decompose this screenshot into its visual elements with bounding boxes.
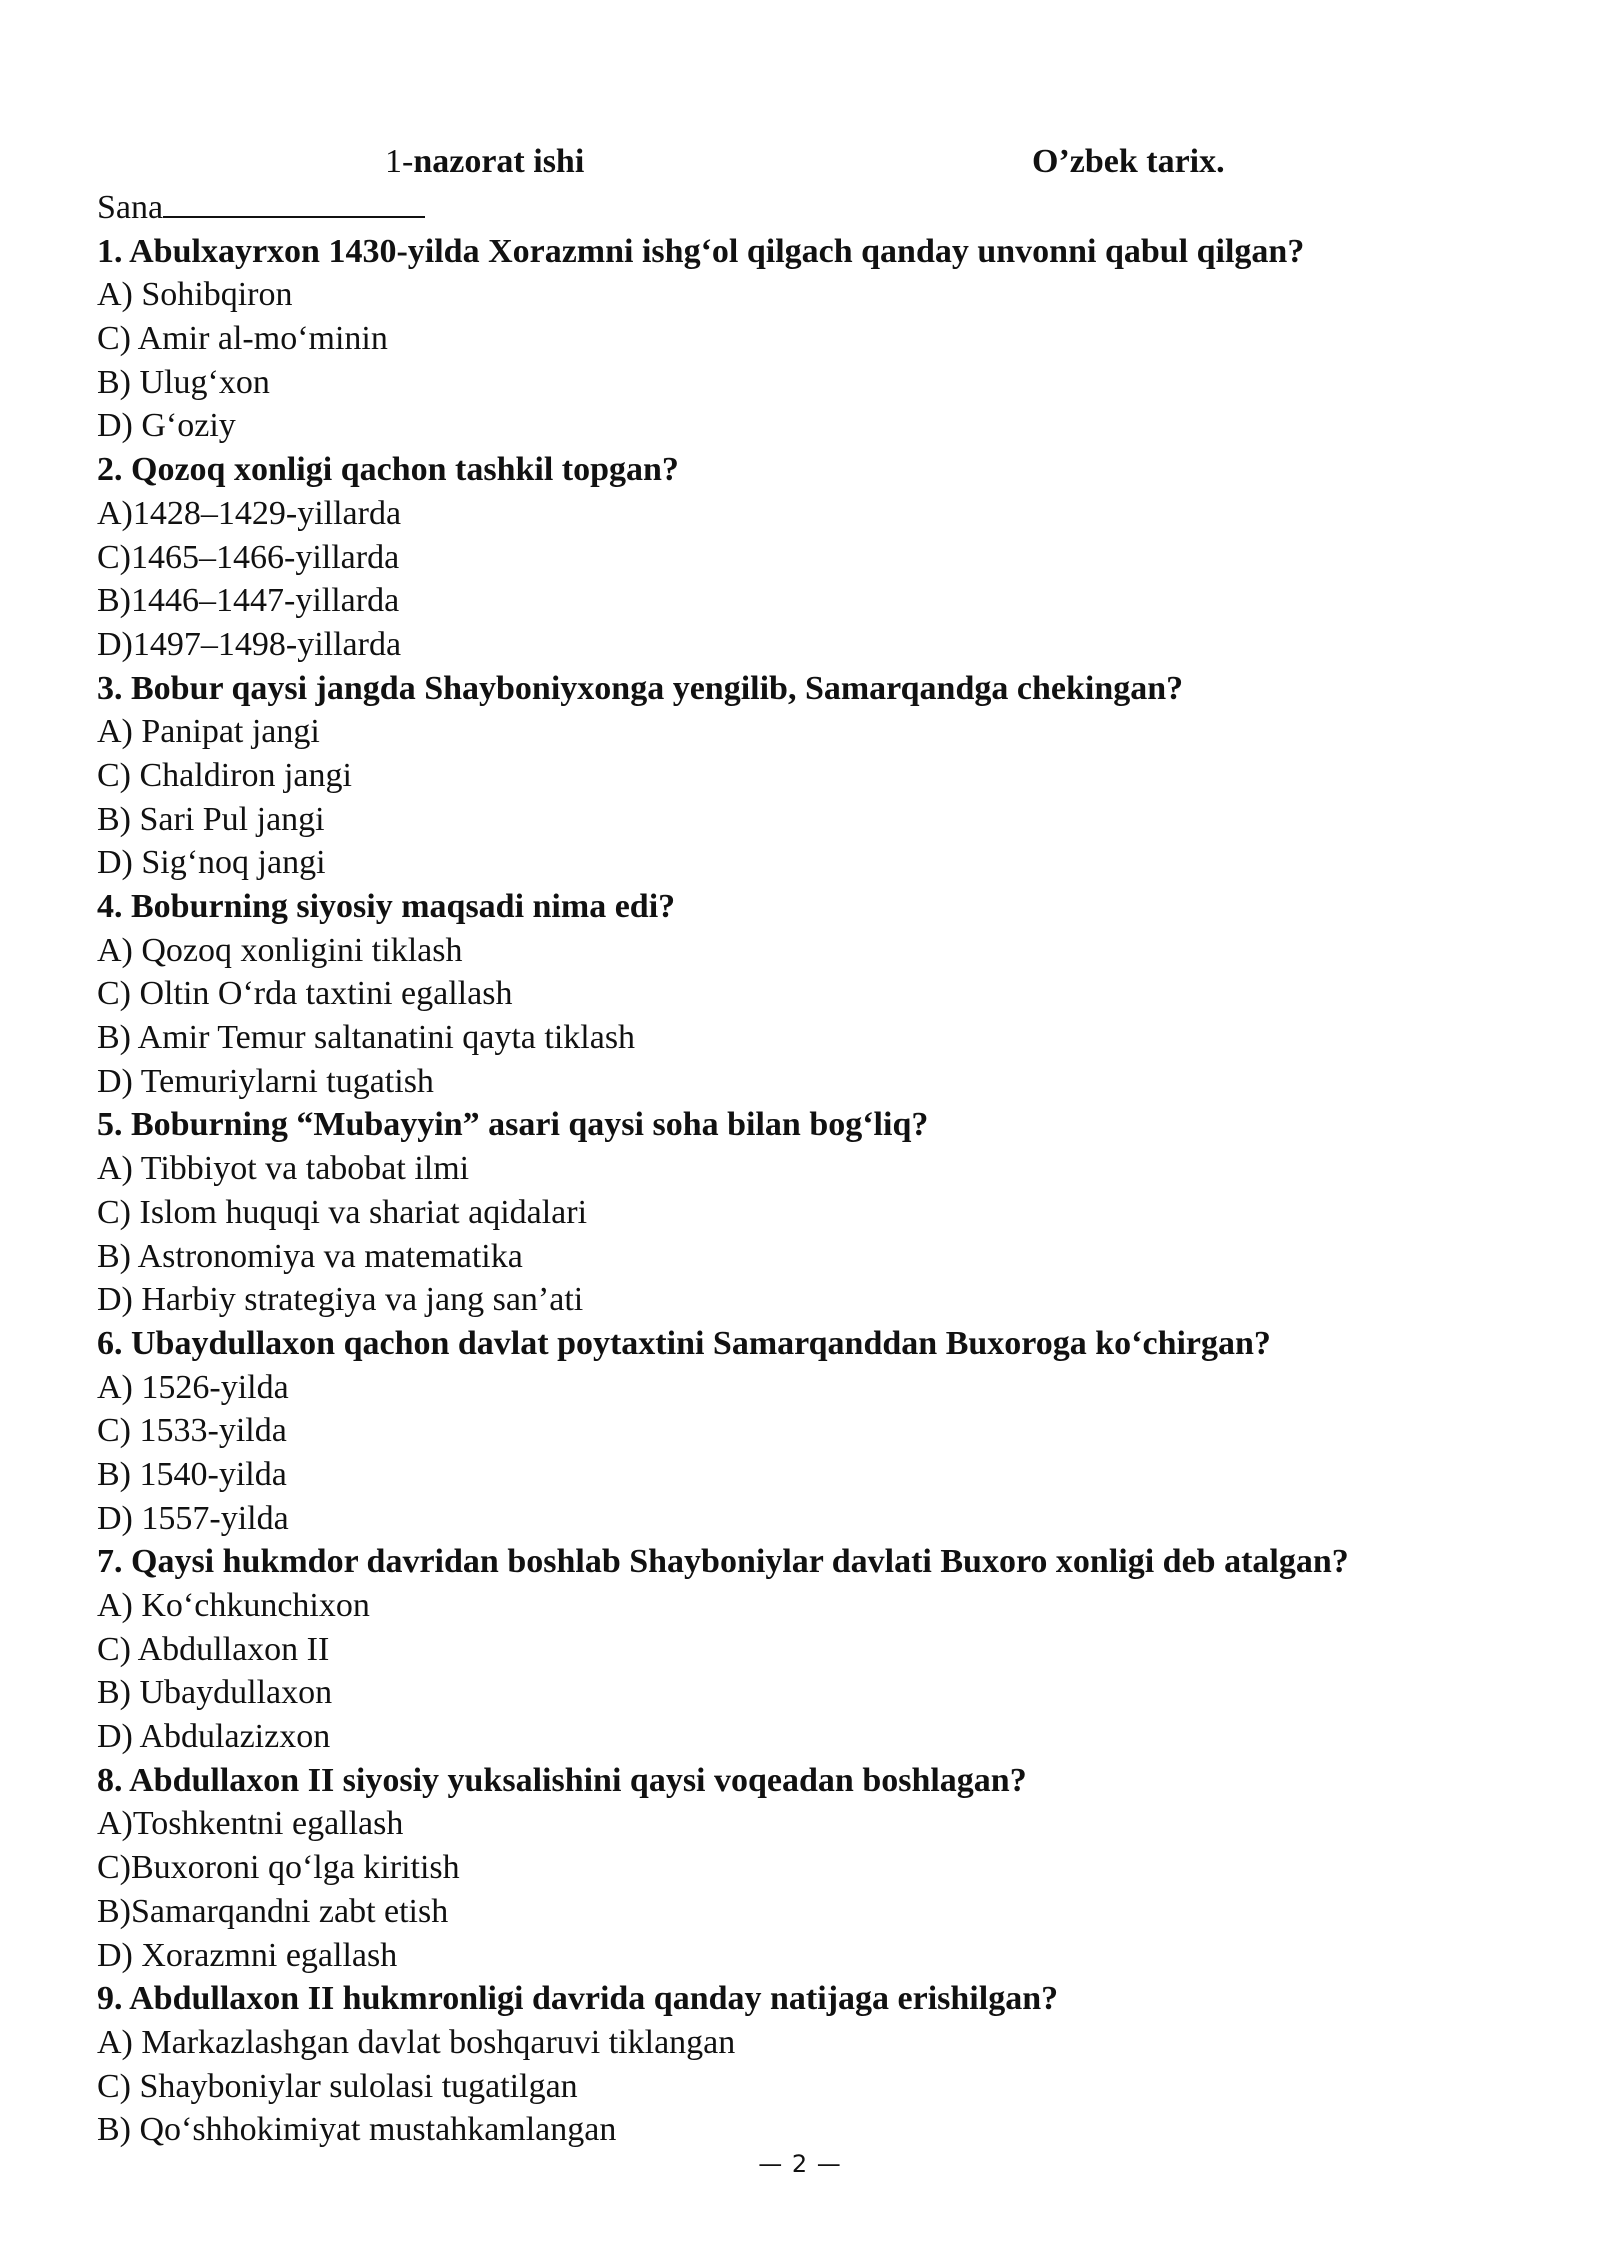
option-2a[interactable]: A)1428–1429-yillarda [97, 494, 402, 532]
option-5a[interactable]: A) Tibbiyot va tabobat ilmi [97, 1150, 470, 1188]
option-2c[interactable]: C)1465–1466-yillarda [97, 538, 400, 576]
question-list [97, 186, 1557, 2152]
option-4c[interactable]: C) Oltin O‘rda taxtini egallash [97, 975, 513, 1013]
option-7b[interactable]: B) Ubaydullaxon [97, 1674, 333, 1712]
option-9c[interactable]: C) Shayboniylar sulolasi tugatilgan [97, 2067, 578, 2105]
option-2d[interactable]: D)1497–1498-yillarda [97, 625, 402, 663]
option-2b[interactable]: B)1446–1447-yillarda [97, 582, 400, 620]
option-1c[interactable]: C) Amir al-mo‘minin [97, 320, 388, 358]
option-5d[interactable]: D) Harbiy strategiya va jang san’ati [97, 1281, 584, 1319]
option-3a[interactable]: A) Panipat jangi [97, 713, 320, 751]
option-4b[interactable]: B) Amir Temur saltanatini qayta tiklash [97, 1019, 636, 1057]
option-8c[interactable]: C)Buxoroni qo‘lga kiritish [97, 1849, 460, 1887]
question-4: 4. Boburning siyosiy maqsadi nima edi? [97, 888, 676, 925]
option-6d[interactable]: D) 1557-yilda [97, 1499, 289, 1537]
question-5: 5. Boburning “Mubayyin” asari qaysi soha bilan bog‘liq? [97, 1106, 929, 1144]
option-6a[interactable]: A) 1526-yilda [97, 1368, 289, 1406]
test-title-text: nazorat ishi [413, 143, 585, 180]
option-4a[interactable]: A) Qozoq xonligini tiklash [97, 931, 463, 969]
option-7d[interactable]: D) Abdulazizxon [97, 1718, 331, 1756]
option-1b[interactable]: B) Ulug‘xon [97, 363, 270, 401]
option-3c[interactable]: C) Chaldiron jangi [97, 756, 352, 794]
option-1d[interactable]: D) G‘oziy [97, 407, 236, 445]
option-1a[interactable]: A) Sohibqiron [97, 276, 293, 314]
date-blank-field[interactable] [163, 186, 425, 218]
option-3b[interactable]: B) Sari Pul jangi [97, 800, 325, 838]
option-5c[interactable]: C) Islom huquqi va shariat aqidalari [97, 1193, 588, 1231]
option-6c[interactable]: C) 1533-yilda [97, 1412, 287, 1450]
question-2: 2. Qozoq xonligi qachon tashkil topgan? [97, 451, 679, 489]
page-number: — 2 — [758, 2150, 842, 2178]
question-1: 1. Abulxayrxon 1430-yilda Xorazmni ishg‘ol qilgach qanday unvonni qabul qilgan? [97, 232, 1305, 270]
question-9: 9. Abdullaxon II hukmronligi davrida qanday natijaga erishilgan? [97, 1980, 1059, 2018]
question-8: 8. Abdullaxon II siyosiy yuksalishini qaysi voqeadan boshlagan? [97, 1761, 1027, 1799]
option-3d[interactable]: D) Sig‘noq jangi [97, 844, 326, 882]
date-label: Sana [97, 189, 164, 226]
option-9b[interactable]: B) Qo‘shhokimiyat mustahkamlangan [97, 2111, 617, 2149]
option-6b[interactable]: B) 1540-yilda [97, 1455, 287, 1493]
question-6: 6. Ubaydullaxon qachon davlat poytaxtini Samarqanddan Buxoroga ko‘chirgan? [97, 1324, 1271, 1362]
test-number: 1- [385, 143, 414, 180]
option-8b[interactable]: B)Samarqandni zabt etish [97, 1892, 449, 1930]
question-3: 3. Bobur qaysi jangda Shayboniyxonga yengilib, Samarqandga chekingan? [97, 669, 1184, 707]
option-9a[interactable]: A) Markazlashgan davlat boshqaruvi tiklangan [97, 2023, 736, 2061]
test-title [385, 142, 584, 182]
option-8d[interactable]: D) Xorazmni egallash [97, 1936, 398, 1974]
question-7: 7. Qaysi hukmdor davridan boshlab Shayboniylar davlati Buxoro xonligi deb atalgan? [97, 1543, 1349, 1581]
option-7a[interactable]: A) Ko‘chkunchixon [97, 1587, 370, 1624]
option-8a[interactable]: A)Toshkentni egallash [97, 1805, 404, 1843]
date-line [97, 186, 1557, 230]
page-header [0, 142, 1600, 182]
option-4d[interactable]: D) Temuriylarni tugatish [97, 1062, 434, 1100]
option-5b[interactable]: B) Astronomiya va matematika [97, 1237, 523, 1275]
subject-title: O’zbek tarix. [1032, 143, 1225, 180]
option-7c[interactable]: C) Abdullaxon II [97, 1630, 330, 1668]
